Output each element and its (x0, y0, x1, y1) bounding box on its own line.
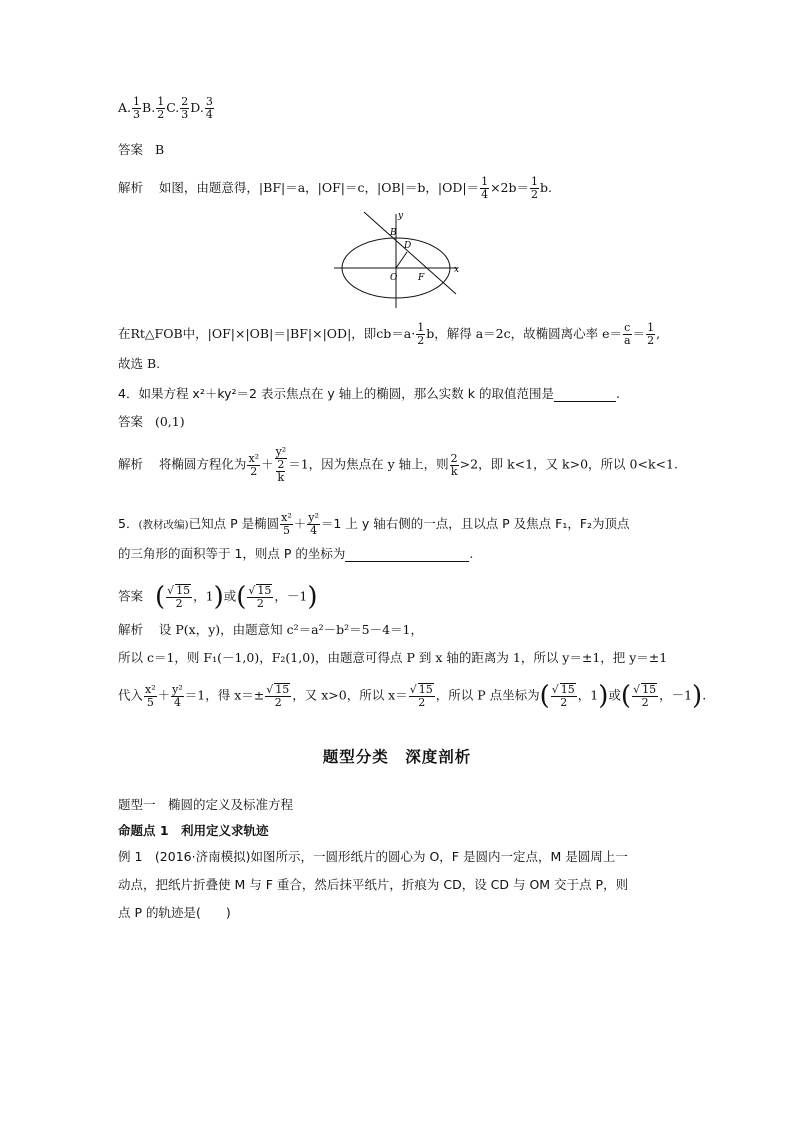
analysis-text: 或 (608, 687, 621, 703)
answer-value: B (154, 142, 165, 157)
sqrt-fraction: $\frac{√ 15}{2}$ (266, 683, 290, 709)
option-a-label: A. (118, 100, 132, 115)
q5-question-line2 (118, 546, 473, 562)
q3-analysis-line1 (118, 176, 552, 201)
answer-blank (345, 549, 469, 562)
analysis-text: 在Rt△FOB中，|OF|×|OB|＝|BF|×|OD|，即cb＝a· (118, 326, 416, 341)
option-c-label: C. (166, 100, 180, 115)
sqrt-fraction: $\frac{√ 15}{2}$ (551, 683, 575, 709)
question-text: ＋ (293, 516, 307, 531)
analysis-text: ，－1 (659, 687, 693, 703)
answer-value: 或 (223, 588, 237, 604)
fraction: $\frac{c}{a}$ (623, 321, 631, 347)
answer-label: 答案 (118, 142, 144, 157)
analysis-label: 解析 (118, 180, 144, 195)
option-b-label: B. (142, 100, 156, 115)
segment-od (396, 252, 407, 268)
fraction: $\frac{1}{2}$ (417, 321, 425, 347)
analysis-text: 设 P(x，y)，由题意知 c²＝a²－b²＝5－4＝1， (158, 622, 423, 637)
analysis-text: 如图，由题意得，|BF|＝a，|OF|＝c，|OB|＝b，|OD|＝ (158, 180, 480, 195)
q3-answer (118, 142, 164, 158)
answer-value: ，1 (193, 588, 214, 604)
analysis-text: . (702, 687, 707, 703)
fraction: $\frac{\text{y²}}{4}$ (172, 682, 183, 709)
answer-label: 答案 (118, 414, 144, 429)
analysis-text: ×2b＝ (490, 180, 529, 195)
analysis-text: 所以 c＝1，则 F₁(－1,0)，F₂(1,0)，由题意可得点 P 到 x 轴的距离为 1，所以 y＝±1，把 y＝±1 (118, 650, 668, 665)
type1-point: 命题点 1 利用定义求轨迹 (118, 823, 269, 838)
q3-analysis-line3 (118, 356, 160, 372)
analysis-text: , (656, 326, 661, 341)
question-text: 的三角形的面积等于 1，则点 P 的坐标为 (118, 546, 346, 561)
fraction: $\frac{1}{2}$ (647, 321, 655, 347)
q4-question (118, 386, 620, 402)
example-line1: 例 1 (2016·济南模拟)如图所示，一圆形纸片的圆心为 O，F 是圆内一定点，M 是圆周上一 (118, 849, 628, 864)
analysis-text: >2，即 k<1，又 k>0，所以 0<k<1. (459, 456, 678, 472)
analysis-text: ＝1，得 x＝± (184, 687, 265, 703)
fraction: $\frac{1}{4}$ (481, 175, 489, 201)
analysis-text: ＋ (261, 456, 274, 472)
sqrt-fraction: $\frac{√ 15}{2}$ (633, 683, 657, 709)
analysis-text: 将椭圆方程化为 (158, 456, 247, 472)
ellipse-figure (330, 208, 470, 312)
label-d: D (404, 241, 412, 251)
fraction: $\frac{\text{x²}}{5}$ (145, 682, 156, 709)
question-text: . (616, 386, 620, 401)
option-c-fraction: $\frac{2}{3}$ (181, 95, 189, 121)
option-b-fraction: $\frac{1}{2}$ (157, 95, 165, 121)
question-text: 已知点 P 是椭圆 (188, 516, 280, 531)
analysis-text: ，1 (577, 687, 599, 703)
section-heading: 题型分类 深度剖析 (322, 748, 472, 766)
option-d-fraction: $\frac{3}{4}$ (205, 95, 213, 121)
label-x: x (454, 265, 460, 275)
label-y: y (398, 211, 404, 221)
fraction: $\frac{1}{2}$ (531, 175, 538, 201)
fraction-nested: $\frac{\text{y²}}{\frac{2}{k}}$ (275, 445, 287, 484)
analysis-text: ，所以 P 点坐标为 (435, 687, 540, 703)
sqrt-fraction: $\frac{√ 15}{2}$ (248, 584, 272, 610)
label-o: O (390, 273, 398, 283)
answer-value: ，－1 (274, 588, 308, 604)
analysis-text: 代入 (118, 687, 144, 703)
q5-question-line1 (118, 512, 630, 537)
option-d-label: D. (190, 100, 204, 115)
q3-options (118, 96, 215, 121)
fraction: $\frac{2}{k}$ (450, 451, 458, 478)
analysis-text: ＋ (157, 687, 171, 703)
analysis-label: 解析 (118, 622, 144, 637)
q3-analysis-line2 (118, 322, 660, 347)
fraction: $\frac{\text{y²}}{4}$ (308, 511, 319, 537)
label-b: B (390, 228, 397, 238)
question-text: . (469, 546, 474, 561)
sqrt-fraction: $\frac{√ 15}{2}$ (409, 683, 433, 709)
question-tag: (教材改编) (138, 519, 189, 531)
analysis-label: 解析 (118, 456, 144, 472)
q4-answer (118, 414, 185, 430)
fraction: $\frac{\text{x²}}{5}$ (281, 511, 292, 537)
answer-label: 答案 (118, 588, 144, 604)
question-text: 4．如果方程 x²＋ky²＝2 表示焦点在 y 轴上的椭圆，那么实数 k 的取值范围是 (118, 386, 554, 401)
q5-answer: 答案 ( $\frac{√ 15}{2}$ ，1)或( $\frac{√ 15}{2}$ ，－1) (118, 582, 318, 612)
q5-analysis-line1 (118, 622, 423, 638)
option-a-fraction: $\frac{1}{3}$ (133, 95, 141, 121)
q5-analysis-line3: 代入 $\frac{\text{x²}}{5}$ ＋ $\frac{\text{y²}}{4}$ ＝1，得 x＝± $\frac{√ 15}{2}$ ，又 x>0，所以 x＝ $\frac{√ 15}{2}$ ，所以 P 点坐标为( $\frac{√ 15}{2}$ ，1)或( $\frac{√ 15}{2}$ ，－1). (118, 681, 707, 711)
sqrt-fraction: $\frac{√ 15}{2}$ (167, 584, 191, 610)
analysis-text: ＝ (632, 326, 646, 341)
analysis-text: 故选 B. (118, 356, 161, 371)
q5-analysis-line2 (118, 650, 667, 666)
question-text: ＝1 上 y 轴右侧的一点，且以点 P 及焦点 F₁，F₂为顶点 (320, 516, 630, 531)
answer-blank (554, 389, 616, 402)
q4-analysis (118, 446, 678, 484)
example-line3: 点 P 的轨迹是( ) (118, 905, 231, 920)
type1-title: 题型一 椭圆的定义及标准方程 (118, 797, 294, 812)
analysis-text: b. (540, 180, 552, 195)
question-text: 5． (118, 516, 139, 531)
label-f: F (418, 273, 425, 283)
fraction: $\frac{\text{x²}}{2}$ (248, 451, 260, 478)
answer-value: (0,1) (154, 414, 185, 429)
analysis-text: ＝1，因为焦点在 y 轴上，则 (288, 456, 449, 472)
analysis-text: ，又 x>0，所以 x＝ (292, 687, 408, 703)
analysis-text: b，解得 a＝2c，故椭圆离心率 e＝ (426, 326, 622, 341)
example-line2: 动点，把纸片折叠使 M 与 F 重合，然后抹平纸片，折痕为 CD，设 CD 与 OM 交于点 P，则 (118, 877, 629, 892)
